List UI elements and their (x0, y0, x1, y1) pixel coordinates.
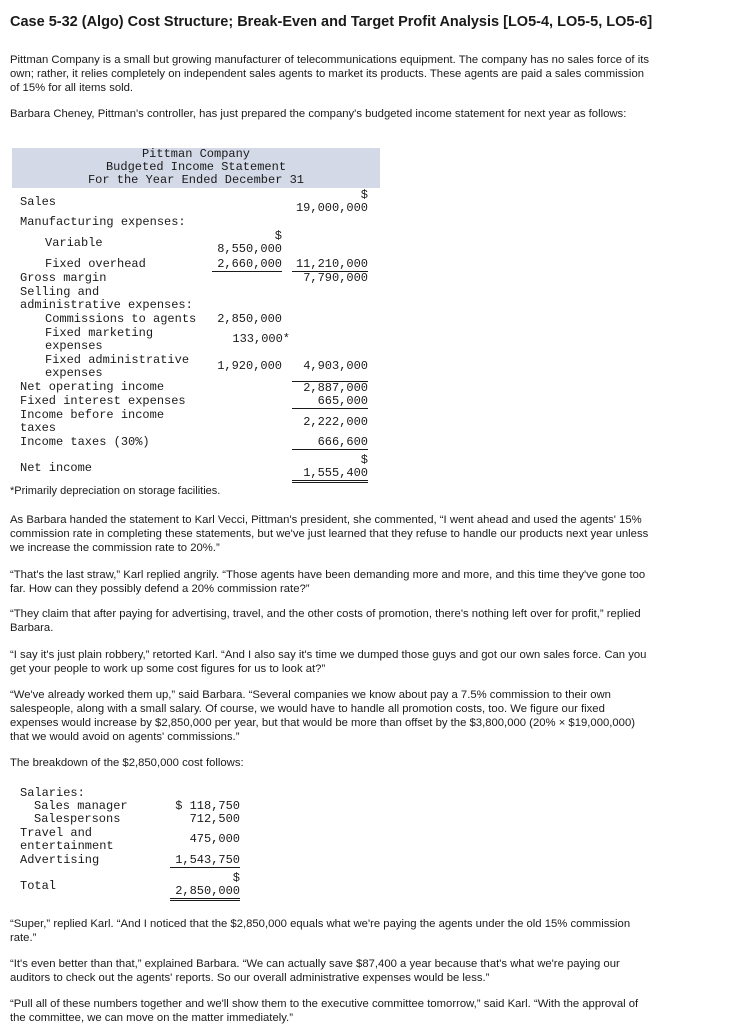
commissions-value: 2,850,000 (217, 312, 282, 326)
taxes-value: 666,600 (292, 436, 368, 450)
dialogue-paragraph-1: As Barbara handed the statement to Karl Vecci, Pittman's president, she commented, “I went ahead and used the agents' 15% commission rate in completing these statements, but we've just learned that they refuse to handle our products next year unless we increase the commission rate to 20%.” (10, 514, 649, 554)
statement-period: For the Year Ended December 31 (87, 173, 305, 187)
selling-total-value: 4,903,000 (303, 359, 368, 373)
taxes-label: Income taxes (30%) (20, 435, 150, 449)
dialogue-paragraph-2: “That's the last straw,” Karl replied angrily. “Those agents have been demanding more and more, and this time they've gone too far. How can they possibly defend a 20% commission rate?” (10, 569, 646, 595)
ibt-value: 2,222,000 (303, 415, 368, 429)
sales-dollar: $ (360, 188, 368, 202)
total-dollar: $ (232, 871, 240, 885)
income-statement (12, 148, 380, 488)
cost-breakdown-table (20, 787, 250, 897)
closing-paragraph-3: “Pull all of these numbers together and we'll show them to the executive committee tomorrow,” said Karl. “With the approval of the committee, we can move on the matter immediately.” (10, 998, 639, 1024)
statement-header (12, 148, 380, 188)
gross-margin-value: 7,790,000 (303, 271, 368, 285)
dialogue-paragraph-5: “We've already worked them up,” said Barbara. “Several companies we know about pay a 7.5% commission to their own salespeople, along with a small salary. Of course, we would have to handle all promotion costs, too. We figure our fixed expenses would increase by $2,850,000 per year, but that would be more than offset by the $3,800,000 (20% × $19,000,000) that we would avoid on agents' commissions.” (10, 689, 636, 743)
fixed-admin-label-1: Fixed administrative (45, 353, 190, 367)
mfg-total-value: 11,210,000 (292, 258, 368, 272)
total-label: Total (20, 879, 57, 893)
interest-label: Fixed interest expenses (20, 394, 186, 408)
fixed-admin-label-2: expenses (45, 366, 103, 380)
company-name: Pittman Company (141, 147, 251, 161)
salespersons-label: Salespersons (34, 812, 121, 826)
fixed-marketing-value: 133,000* (232, 332, 290, 346)
dialogue-paragraph-3: “They claim that after paying for advertising, travel, and the other costs of promotion, there's nothing left over for profit,” replied Barbara. (10, 608, 641, 634)
variable-value: 8,550,000 (217, 242, 282, 256)
closing-paragraph-1: “Super,” replied Karl. “And I noticed that the $2,850,000 equals what we're paying the agents under the old 15% commission rate.” (10, 918, 631, 944)
closing-paragraph-2: “It's even better than that,” explained Barbara. “We can actually save $87,400 a year because that's what we're paying our auditors to check out the agents' reports. So our overall administrative expenses would be less.” (10, 958, 620, 984)
fixed-marketing-label-1: Fixed marketing (45, 326, 154, 340)
variable-dollar: $ (274, 229, 282, 243)
net-income-value: 1,555,400 (292, 467, 368, 483)
sales-value: 19,000,000 (295, 201, 368, 215)
case-title: Case 5-32 (Algo) Cost Structure; Break-Even and Target Profit Analysis [LO5-4, LO5-5, LO5-6] (10, 14, 653, 30)
advertising-value: 1,543,750 (170, 854, 240, 868)
dialogue-paragraph-4: “I say it's just plain robbery,” retorted Karl. “And I also say it's time we dumped those guys and got our own sales force. Can you get your people to work up some cost figures for us to look at?” (10, 649, 647, 675)
travel-label-2: entertainment (20, 839, 114, 853)
noi-value: 2,887,000 (292, 381, 368, 395)
mfg-label: Manufacturing expenses: (20, 215, 186, 229)
fixed-admin-value: 1,920,000 (217, 359, 282, 373)
selling-label-1: Selling and (20, 285, 100, 299)
travel-label-1: Travel and (20, 826, 93, 840)
statement-footnote: *Primarily depreciation on storage facilities. (10, 485, 221, 497)
dialogue-paragraph-6: The breakdown of the $2,850,000 cost follows: (10, 757, 244, 769)
sales-label: Sales (20, 195, 57, 209)
sales-manager-label: Sales manager (34, 799, 128, 813)
noi-label: Net operating income (20, 380, 165, 394)
intro-paragraph-2: Barbara Cheney, Pittman's controller, has just prepared the company's budgeted income statement for next year as follows: (10, 108, 627, 120)
net-income-label: Net income (20, 461, 93, 475)
commissions-label: Commissions to agents (45, 312, 197, 326)
gross-margin-label: Gross margin (20, 271, 107, 285)
sales-manager-value: $ 118,750 (175, 799, 240, 813)
interest-value: 665,000 (292, 395, 368, 409)
ibt-label-1: Income before income (20, 408, 165, 422)
statement-name: Budgeted Income Statement (105, 160, 287, 174)
salespersons-value: 712,500 (189, 812, 240, 826)
travel-value: 475,000 (189, 832, 240, 846)
advertising-label: Advertising (20, 853, 100, 867)
fixed-overhead-label: Fixed overhead (45, 257, 146, 271)
selling-label-2: administrative expenses: (20, 298, 193, 312)
intro-paragraph: Pittman Company is a small but growing manufacturer of telecommunications equipment. The company has no sales force of its own; rather, it relies completely on independent sales agents to market its products. These agents are paid a sales commission of 15% for all items sold. (10, 54, 650, 94)
variable-label: Variable (45, 236, 103, 250)
net-income-dollar: $ (360, 453, 368, 467)
ibt-label-2: taxes (20, 421, 57, 435)
salaries-label: Salaries: (20, 786, 85, 800)
fixed-marketing-label-2: expenses (45, 339, 103, 353)
total-value: 2,850,000 (170, 885, 240, 901)
fixed-overhead-value: 2,660,000 (212, 258, 282, 272)
